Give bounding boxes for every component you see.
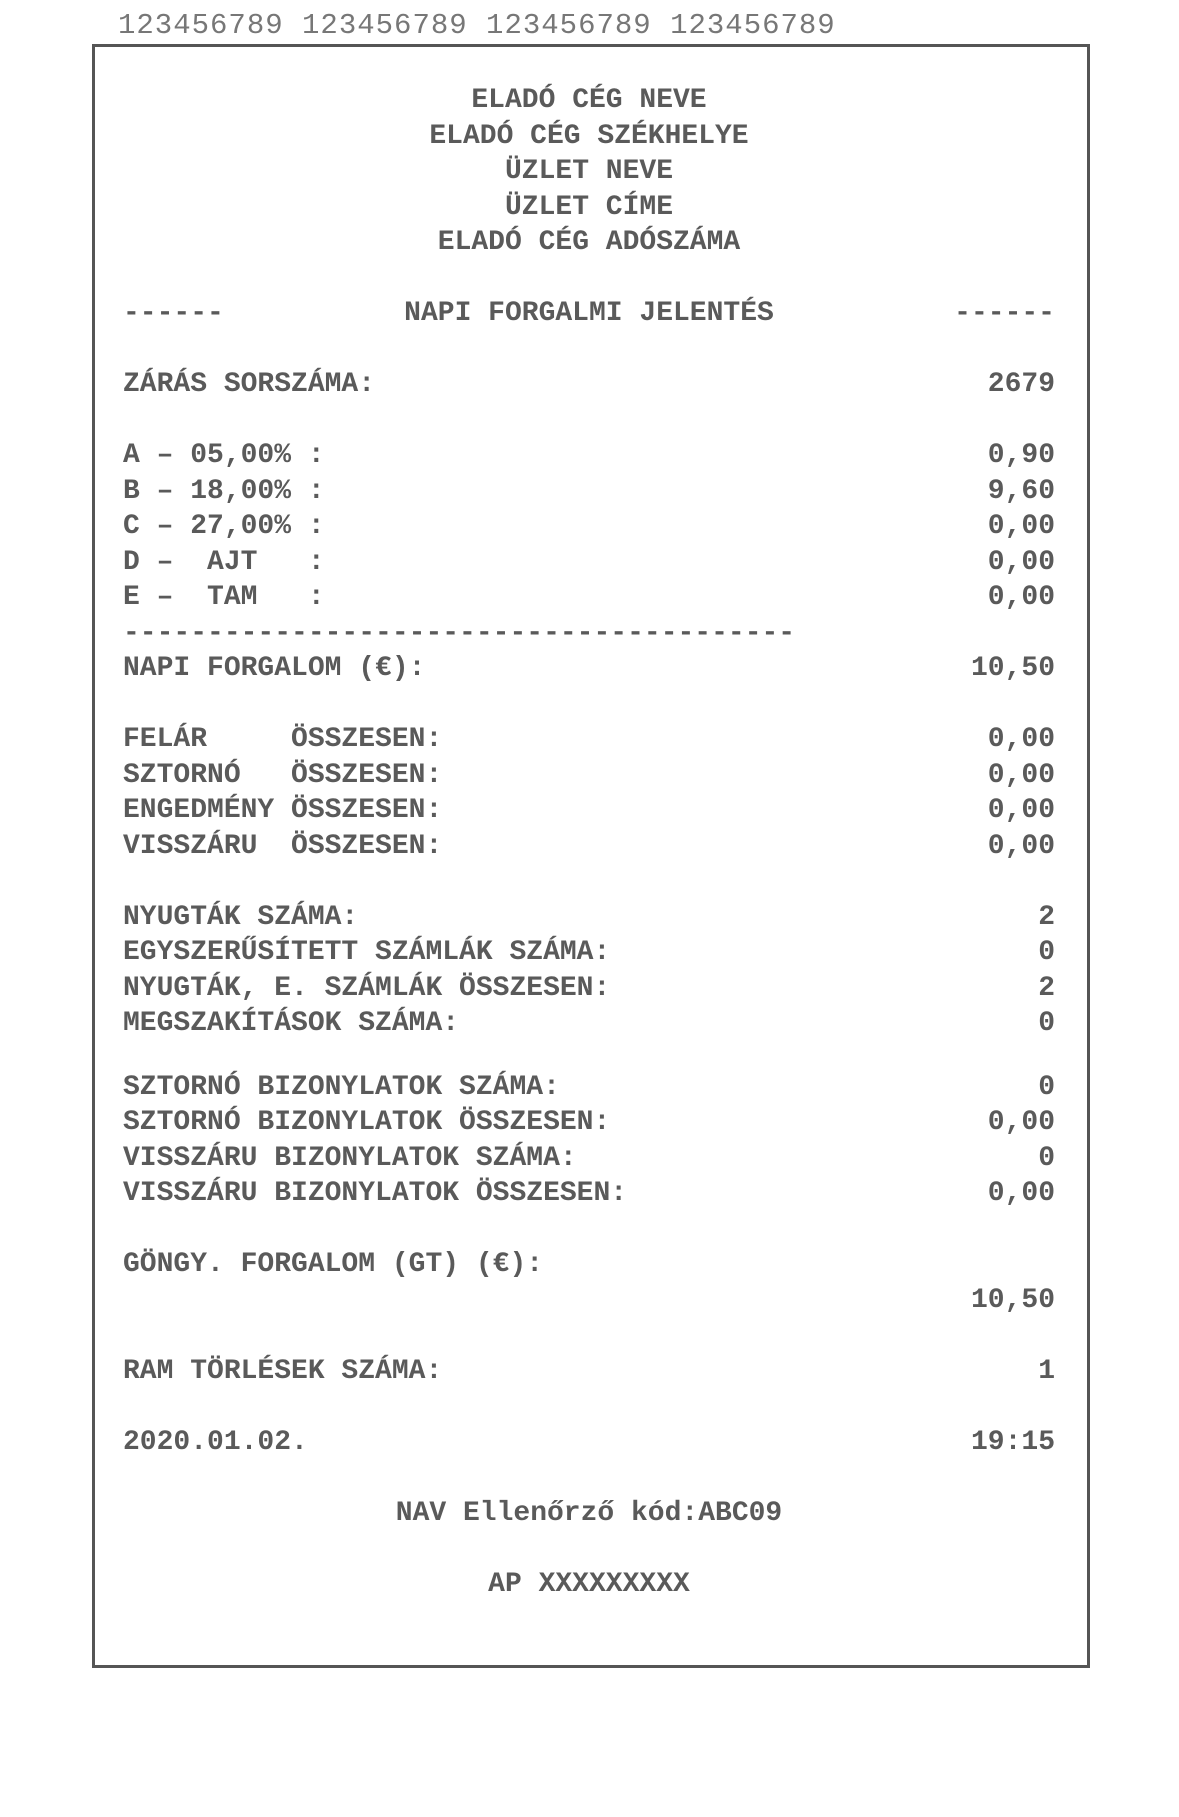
total-row (123, 793, 1055, 829)
grand-total-label: GÖNGY. FORGALOM (GT) (€): (123, 1249, 544, 1280)
grand-total-value: 10,50 (970, 1284, 1055, 1316)
count-value: 2 (1038, 901, 1055, 933)
company-seat: ELADÓ CÉG SZÉKHELYE (429, 120, 749, 152)
company-tax-number: ELADÓ CÉG ADÓSZÁMA (437, 227, 741, 258)
vat-row (123, 580, 1055, 616)
company-header (123, 83, 1055, 261)
document-row (123, 1141, 1055, 1177)
separator-line: ---------------------------------------- (123, 617, 796, 649)
total-label: SZTORNÓ ÖSSZESEN: (123, 759, 443, 791)
document-value: 0 (1038, 1142, 1055, 1174)
total-row (123, 758, 1055, 794)
count-row (123, 935, 1055, 971)
document-label: VISSZÁRU BIZONYLATOK SZÁMA: (123, 1142, 577, 1174)
document-row (123, 1176, 1055, 1212)
title-left-dashes: ------ (123, 298, 224, 329)
count-row (123, 900, 1055, 936)
company-name: ELADÓ CÉG NEVE (471, 85, 707, 116)
shop-name: ÜZLET NEVE (504, 156, 674, 187)
vat-label: A – 05,00% : (123, 440, 325, 471)
ram-clear-row (123, 1354, 1055, 1390)
report-title (123, 296, 1055, 332)
counts-block (123, 900, 1055, 1042)
document-label: SZTORNÓ BIZONYLATOK ÖSSZESEN: (123, 1107, 611, 1138)
vat-row (123, 509, 1055, 545)
daily-total-label: NAPI FORGALOM (€): (123, 653, 426, 684)
document-value: 0,00 (987, 1107, 1055, 1138)
ap-number: AP XXXXXXXXX (488, 1568, 690, 1600)
documents-block (123, 1070, 1055, 1212)
document-label: VISSZÁRU BIZONYLATOK ÖSSZESEN: (123, 1178, 628, 1209)
count-value: 0 (1038, 937, 1055, 968)
total-value: 0,00 (987, 724, 1055, 755)
total-row (123, 829, 1055, 865)
count-label: NYUGTÁK, E. SZÁMLÁK ÖSSZESEN: (123, 972, 611, 1004)
receipt-date: 2020.01.02. (123, 1426, 308, 1458)
total-value: 0,00 (987, 795, 1055, 826)
vat-label: E – TAM : (123, 582, 325, 613)
daily-total-value: 10,50 (970, 653, 1055, 684)
ram-clear-value: 1 (1038, 1355, 1055, 1387)
total-value: 0,00 (987, 759, 1055, 791)
vat-row (123, 474, 1055, 510)
title-right-dashes: ------ (954, 298, 1055, 329)
vat-value: 0,00 (987, 582, 1055, 613)
daily-total-row (123, 651, 1055, 687)
document-label: SZTORNÓ BIZONYLATOK SZÁMA: (123, 1071, 560, 1103)
ram-clear-label: RAM TÖRLÉSEK SZÁMA: (123, 1355, 443, 1387)
column-ruler: 123456789 123456789 123456789 123456789 (118, 9, 836, 42)
vat-value: 0,90 (987, 440, 1055, 471)
count-value: 2 (1038, 972, 1055, 1004)
count-label: MEGSZAKÍTÁSOK SZÁMA: (123, 1008, 460, 1039)
vat-row (123, 438, 1055, 474)
grand-total-label-row (123, 1247, 1055, 1283)
total-label: ENGEDMÉNY ÖSSZESEN: (123, 795, 443, 826)
vat-value: 0,00 (987, 511, 1055, 542)
vat-label: C – 27,00% : (123, 511, 325, 542)
nav-control-code: NAV Ellenőrző kód:ABC09 (395, 1497, 783, 1529)
closure-value: 2679 (987, 369, 1055, 400)
total-label: FELÁR ÖSSZESEN: (123, 724, 443, 755)
grand-total-value-row (123, 1283, 1055, 1319)
total-row (123, 722, 1055, 758)
vat-value: 0,00 (987, 546, 1055, 578)
grand-total-block (123, 1247, 1055, 1318)
vat-value: 9,60 (987, 475, 1055, 507)
vat-label: B – 18,00% : (123, 475, 325, 507)
vat-row (123, 545, 1055, 581)
document-row (123, 1070, 1055, 1106)
receipt-time: 19:15 (970, 1426, 1055, 1458)
receipt (92, 44, 1090, 1668)
vat-label: D – AJT : (123, 546, 325, 578)
count-row (123, 971, 1055, 1007)
count-row (123, 1006, 1055, 1042)
closure-label: ZÁRÁS SORSZÁMA: (123, 369, 376, 400)
date-time-row (123, 1425, 1055, 1461)
count-value: 0 (1038, 1008, 1055, 1039)
closure-number-row (123, 367, 1055, 403)
receipt-content (123, 83, 1055, 1602)
shop-address: ÜZLET CÍME (504, 191, 674, 223)
document-value: 0 (1038, 1071, 1055, 1103)
totals-block (123, 722, 1055, 864)
document-value: 0,00 (987, 1178, 1055, 1209)
count-label: EGYSZERŰSÍTETT SZÁMLÁK SZÁMA: (123, 937, 611, 968)
total-value: 0,00 (987, 830, 1055, 862)
total-label: VISSZÁRU ÖSSZESEN: (123, 830, 443, 862)
document-row (123, 1105, 1055, 1141)
report-title-text: NAPI FORGALMI JELENTÉS (404, 298, 774, 329)
count-label: NYUGTÁK SZÁMA: (123, 901, 359, 933)
vat-rows (123, 438, 1055, 616)
